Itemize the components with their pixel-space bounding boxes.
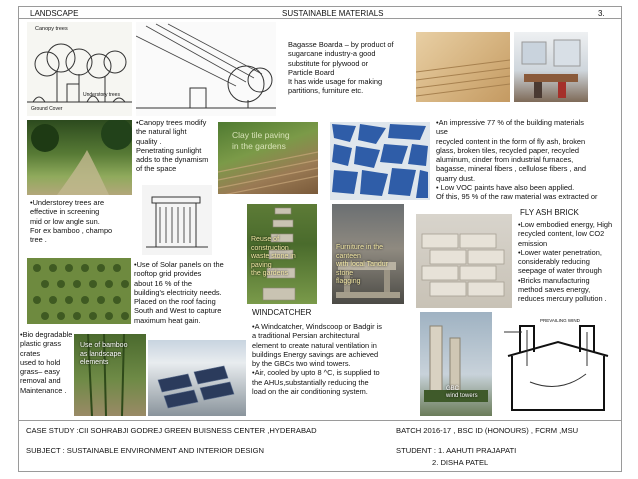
bagasse-board-text: Bagasse Boarda – by product of sugarcane industry-a good substitute for plywood or Particle Board It has wide usage for making partitions, furniture etc.: [288, 40, 394, 96]
grass-crates-photo: [27, 258, 131, 324]
solar-panels-text: •Use of Solar panels on the rooftop grid provides about 16 % of the building's electricity needs. Placed on the roof facing South and West to capture maximum heat gain.: [134, 260, 224, 325]
windcatcher-diagram-label: PREVAILING WIND: [540, 318, 580, 323]
furniture-label: Furniture in the canteen with local Tandur stone flagging: [336, 244, 389, 285]
fly-ash-brick-text: •Low embodied energy, High recycled content, low CO2 emission •Lower water penetration, considerably reducing seepage of water through •Bricks manufacturing method saves energy, reduces mercury pollution .: [518, 220, 613, 304]
student-1: STUDENT : 1. AAHUTI PRAJAPATI: [396, 446, 517, 455]
windcatcher-heading: WINDCATCHER: [252, 308, 312, 317]
tree-layers-diagram: [27, 22, 132, 116]
grass-crates-text: •Bio degradable plastic grass crates used to hold grass– easy removal and Maintenance .: [20, 330, 73, 395]
canopy-trees-label: Canopy trees: [35, 26, 68, 32]
recycled-content-text: •An impressive 77 % of the building materials use recycled content in the form of fly ash, broken glass, broken tiles, recycled paper, recycled aluminum, cinder from industrial furnaces, bagasse, mineral fibers , cellulose fibers , and quarry dust. • Low VOC paints have also been applied. Of this, 95 % of the raw material was extracted or: [436, 118, 598, 202]
clay-tile-label: Clay tile paving in the gardens: [232, 130, 290, 151]
page-number: 3.: [598, 9, 605, 18]
subject-line: SUBJECT : SUSTAINABLE ENVIRONMENT AND INTERIOR DESIGN: [26, 446, 264, 455]
rooftop-solar-photo: [148, 340, 246, 416]
stone-furniture-photo: [332, 204, 404, 304]
waste-stone-label: Reuse of construction waste stone in paving the gardens: [251, 236, 296, 277]
garden-path-photo: [27, 120, 132, 195]
interior-furniture-photo: [514, 32, 588, 102]
windcatcher-text: •A Windcatcher, Windscoop or Badgir is a traditional Persian architectural element to create natural ventilation in buildings Energy savings are achieved by the GBCs two wind towers. •Air, cooled by upto 8 ^C, is supplied to the AHUs,substantially reducing the load on the air conditioning system.: [252, 322, 382, 397]
header-rule: [18, 18, 622, 19]
sun-angle-diagram: [136, 22, 276, 116]
windcatcher-diagram: [500, 312, 616, 416]
student-2: 2. DISHA PATEL: [432, 458, 489, 467]
batch-info: BATCH 2016-17 , BSC ID (HONOURS) , FCRM ,MSU: [396, 426, 579, 435]
pergola-sketch: [142, 185, 212, 255]
broken-tile-mosaic-photo: [330, 122, 430, 200]
bagasse-board-photo: [416, 32, 510, 102]
case-study-title: CASE STUDY :CII SOHRABJI GODREJ GREEN BUISNESS CENTER ,HYDERABAD: [26, 426, 317, 435]
fly-ash-brick-photo: [416, 214, 512, 308]
bamboo-label: Use of bamboo as landscape elements: [80, 342, 128, 366]
wind-towers-label: GBC wind towers: [446, 386, 478, 399]
understorey-trees-text: •Understorey trees are effective in screening mid or low angle sun. For ex bamboo , champo tree .: [30, 198, 113, 245]
wind-towers-photo: [420, 312, 492, 416]
landscape-heading: LANDSCAPE: [30, 9, 79, 18]
ground-cover-label: Ground Cover: [31, 106, 63, 112]
sustainable-materials-heading: SUSTAINABLE MATERIALS: [282, 9, 384, 18]
bamboo-landscape-photo: [74, 334, 146, 416]
clay-tile-paving-photo: [218, 122, 318, 194]
footer-rule: [18, 420, 622, 421]
stepping-stones-photo: [247, 204, 317, 304]
understory-trees-label: Understory trees: [83, 92, 120, 98]
fly-ash-brick-heading: FLY ASH BRICK: [520, 208, 579, 217]
canopy-trees-text: •Canopy trees modify the natural light quality . Penetrating sunlight adds to the dynamism of the space: [136, 118, 209, 174]
